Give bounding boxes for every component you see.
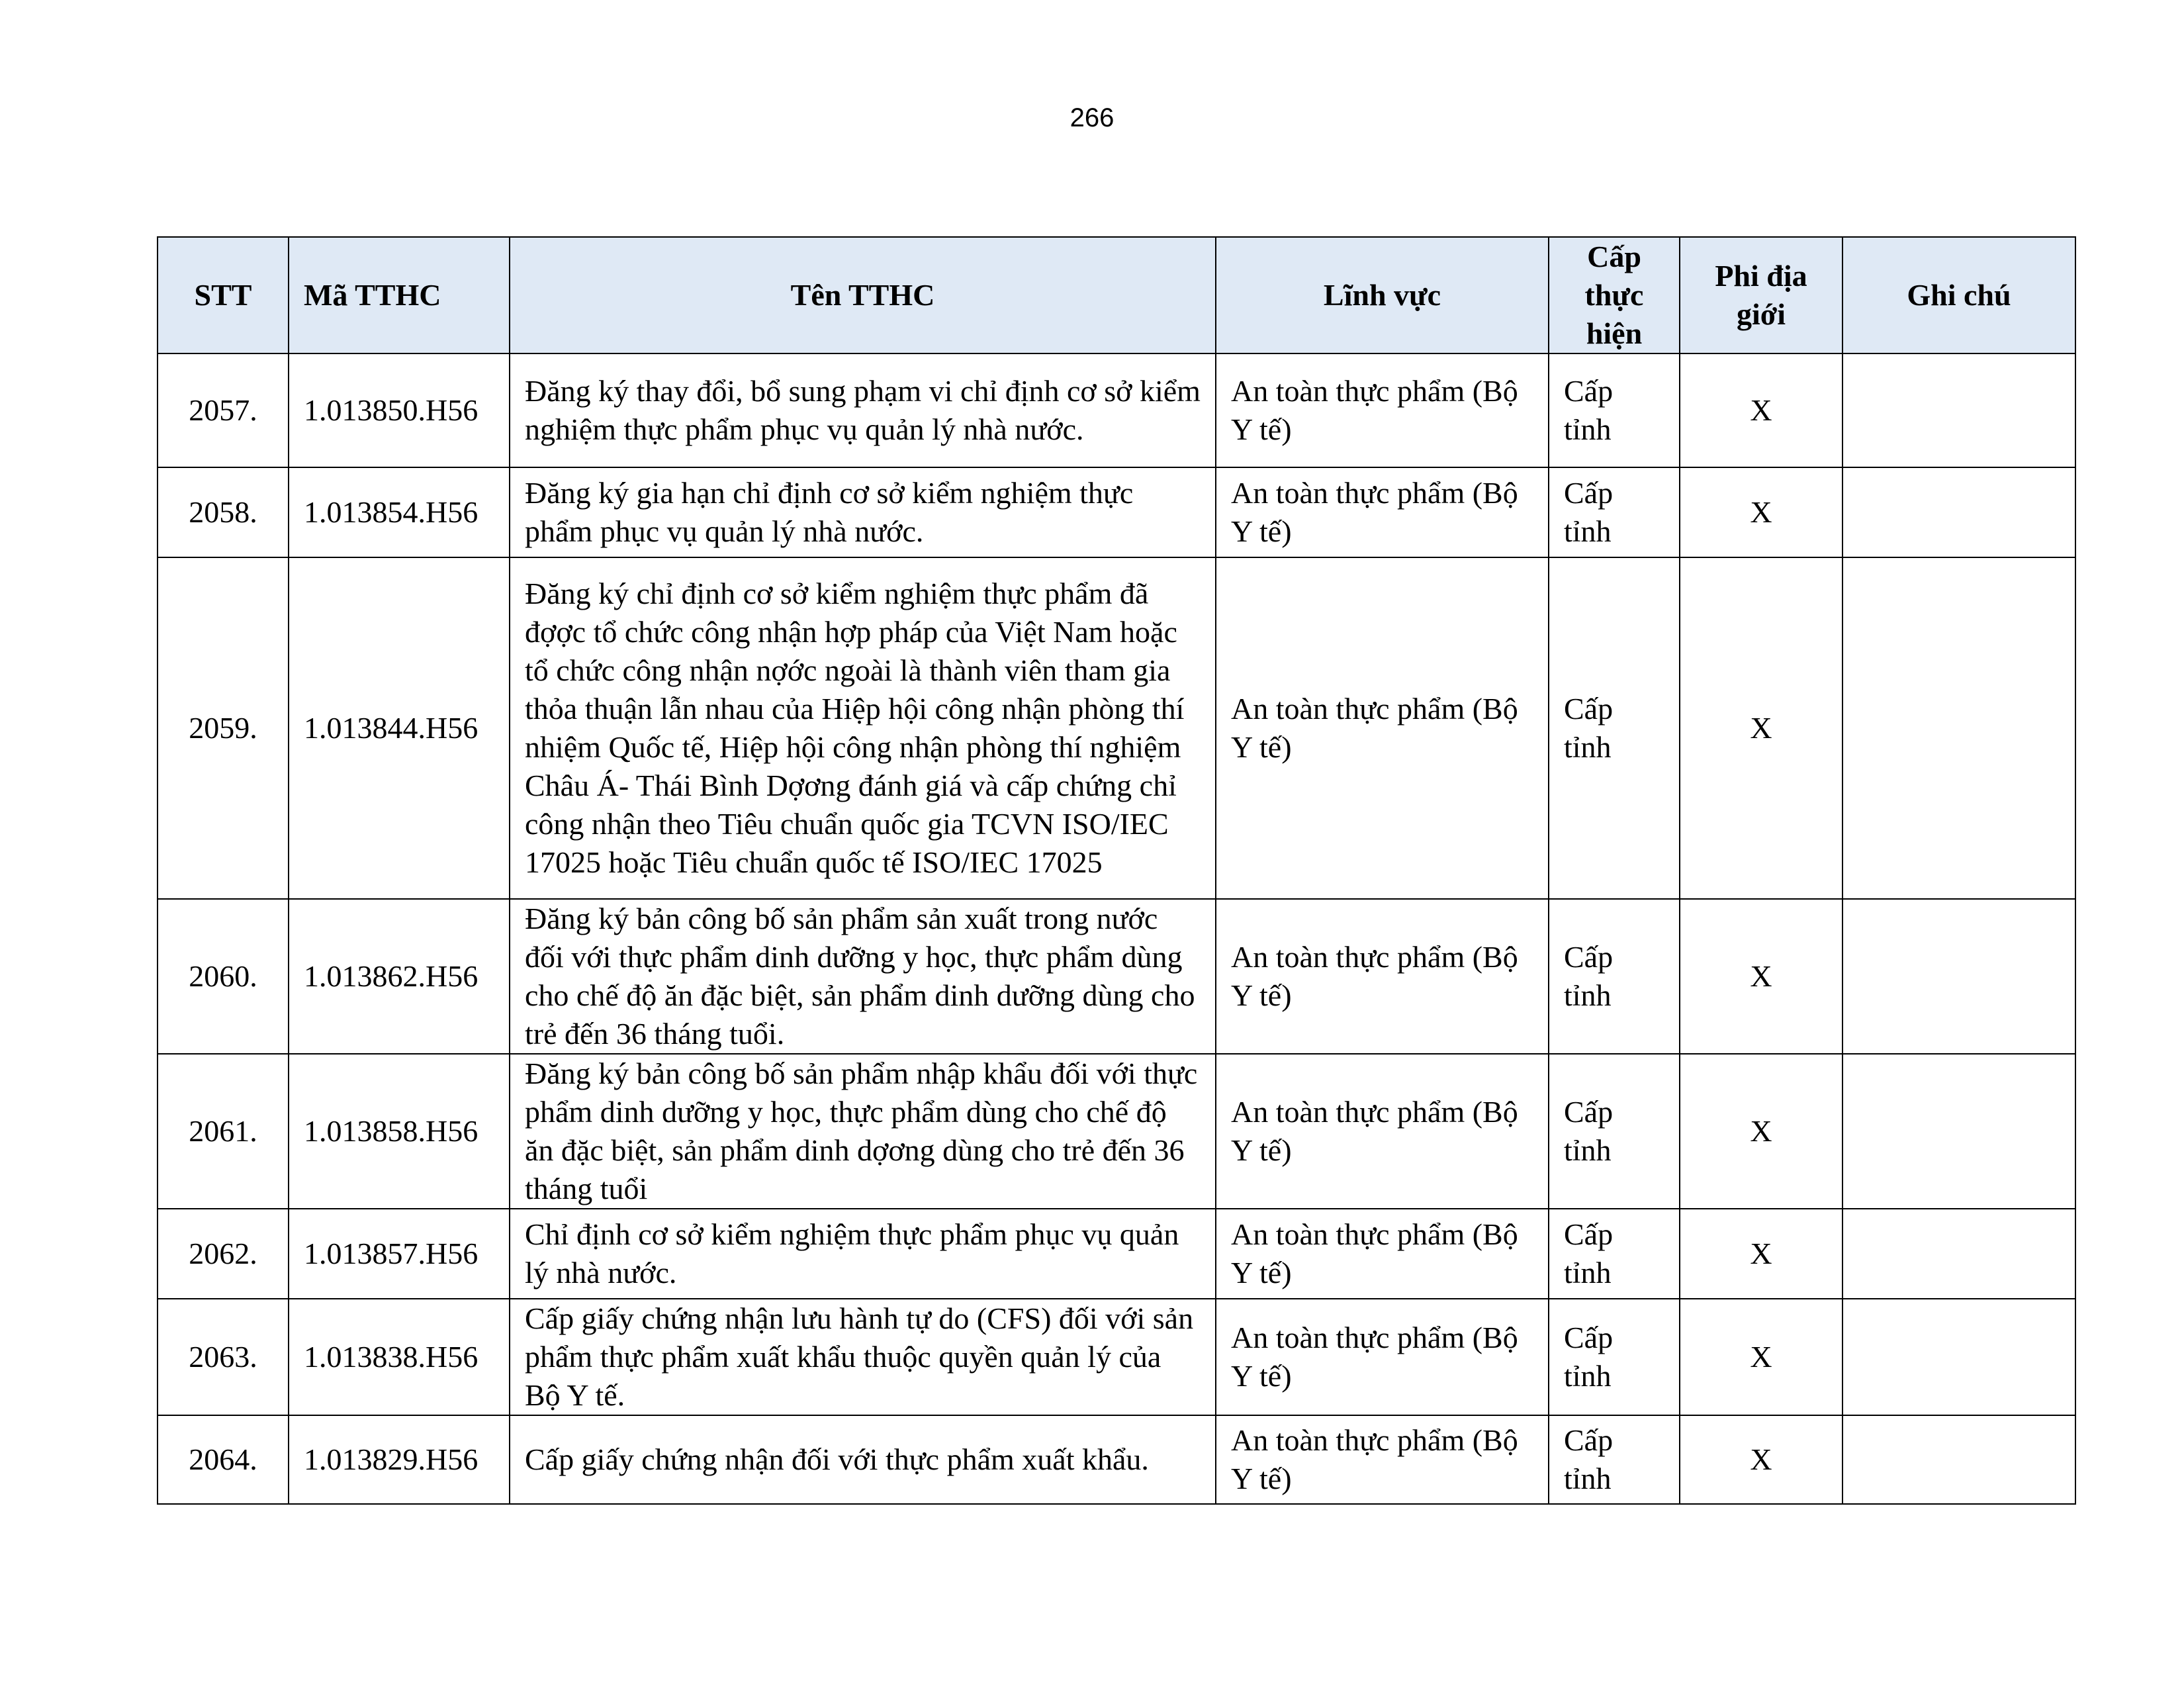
row-field: An toàn thực phẩm (Bộ Y tế) (1216, 1054, 1549, 1209)
row-non-boundary: X (1680, 1299, 1843, 1415)
table-row (158, 353, 2075, 467)
header-note: Ghi chú (1843, 237, 2075, 353)
row-non-boundary: X (1680, 1209, 1843, 1299)
table-row (158, 557, 2075, 899)
row-code: 1.013850.H56 (289, 353, 510, 467)
row-stt: 2062. (158, 1209, 289, 1299)
row-level: Cấp tỉnh (1549, 557, 1680, 899)
table-header-row (158, 237, 2075, 353)
row-non-boundary: X (1680, 1415, 1843, 1504)
table-row (158, 899, 2075, 1054)
row-code: 1.013844.H56 (289, 557, 510, 899)
row-field: An toàn thực phẩm (Bộ Y tế) (1216, 1299, 1549, 1415)
row-field: An toàn thực phẩm (Bộ Y tế) (1216, 353, 1549, 467)
row-code: 1.013862.H56 (289, 899, 510, 1054)
procedure-table (157, 236, 2076, 1505)
row-level: Cấp tỉnh (1549, 353, 1680, 467)
row-field: An toàn thực phẩm (Bộ Y tế) (1216, 1209, 1549, 1299)
row-note (1843, 557, 2075, 899)
row-stt: 2058. (158, 467, 289, 557)
row-stt: 2063. (158, 1299, 289, 1415)
row-code: 1.013857.H56 (289, 1209, 510, 1299)
header-code: Mã TTHC (289, 237, 510, 353)
row-stt: 2064. (158, 1415, 289, 1504)
row-name: Đăng ký bản công bố sản phẩm nhập khẩu đối với thực phẩm dinh dưỡng y học, thực phẩm dùng cho chế độ ăn đặc biệt, sản phẩm dinh dợơng dùng cho trẻ đến 36 tháng tuổi (510, 1054, 1216, 1209)
row-level: Cấp tỉnh (1549, 1054, 1680, 1209)
row-code: 1.013838.H56 (289, 1299, 510, 1415)
header-non-boundary: Phi địa giới (1680, 237, 1843, 353)
row-code: 1.013829.H56 (289, 1415, 510, 1504)
row-field: An toàn thực phẩm (Bộ Y tế) (1216, 557, 1549, 899)
row-stt: 2060. (158, 899, 289, 1054)
row-level: Cấp tỉnh (1549, 1415, 1680, 1504)
row-non-boundary: X (1680, 467, 1843, 557)
row-code: 1.013854.H56 (289, 467, 510, 557)
row-non-boundary: X (1680, 1054, 1843, 1209)
row-note (1843, 1209, 2075, 1299)
table-row (158, 1415, 2075, 1504)
header-name: Tên TTHC (510, 237, 1216, 353)
row-non-boundary: X (1680, 557, 1843, 899)
table-row (158, 1209, 2075, 1299)
row-name: Đăng ký bản công bố sản phẩm sản xuất trong nước đối với thực phẩm dinh dưỡng y học, thực phẩm dùng cho chế độ ăn đặc biệt, sản phẩm dinh dưỡng dùng cho trẻ đến 36 tháng tuổi. (510, 899, 1216, 1054)
row-note (1843, 899, 2075, 1054)
row-name: Đăng ký thay đổi, bổ sung phạm vi chỉ định cơ sở kiểm nghiệm thực phẩm phục vụ quản lý nhà nước. (510, 353, 1216, 467)
row-name: Chỉ định cơ sở kiểm nghiệm thực phẩm phục vụ quản lý nhà nước. (510, 1209, 1216, 1299)
header-level: Cấp thực hiện (1549, 237, 1680, 353)
row-stt: 2057. (158, 353, 289, 467)
page-number: 266 (1069, 103, 1115, 132)
row-field: An toàn thực phẩm (Bộ Y tế) (1216, 1415, 1549, 1504)
row-level: Cấp tỉnh (1549, 899, 1680, 1054)
row-note (1843, 1054, 2075, 1209)
row-stt: 2059. (158, 557, 289, 899)
row-name: Cấp giấy chứng nhận đối với thực phẩm xuất khẩu. (510, 1415, 1216, 1504)
row-field: An toàn thực phẩm (Bộ Y tế) (1216, 899, 1549, 1054)
row-note (1843, 1415, 2075, 1504)
row-stt: 2061. (158, 1054, 289, 1209)
header-stt: STT (158, 237, 289, 353)
row-name: Đăng ký chỉ định cơ sở kiểm nghiệm thực phẩm đã đợợc tổ chức công nhận hợp pháp của Việt Nam hoặc tổ chức công nhận nợớc ngoài là thành viên tham gia thỏa thuận lẫn nhau của Hiệp hội công nhận phòng thí nhiệm Quốc tế, Hiệp hội công nhận phòng thí nghiệm Châu Á- Thái Bình Dợơng đánh giá và cấp chứng chỉ công nhận theo Tiêu chuẩn quốc gia TCVN ISO/IEC 17025 hoặc Tiêu chuẩn quốc tế ISO/IEC 17025 (510, 557, 1216, 899)
row-level: Cấp tỉnh (1549, 467, 1680, 557)
row-level: Cấp tỉnh (1549, 1209, 1680, 1299)
table-row (158, 1299, 2075, 1415)
row-note (1843, 467, 2075, 557)
row-note (1843, 353, 2075, 467)
row-level: Cấp tỉnh (1549, 1299, 1680, 1415)
row-note (1843, 1299, 2075, 1415)
row-name: Cấp giấy chứng nhận lưu hành tự do (CFS) đối với sản phẩm thực phẩm xuất khẩu thuộc quyền quản lý của Bộ Y tế. (510, 1299, 1216, 1415)
row-code: 1.013858.H56 (289, 1054, 510, 1209)
table-row (158, 467, 2075, 557)
row-non-boundary: X (1680, 899, 1843, 1054)
header-field: Lĩnh vực (1216, 237, 1549, 353)
row-field: An toàn thực phẩm (Bộ Y tế) (1216, 467, 1549, 557)
table-row (158, 1054, 2075, 1209)
row-non-boundary: X (1680, 353, 1843, 467)
row-name: Đăng ký gia hạn chỉ định cơ sở kiểm nghiệm thực phẩm phục vụ quản lý nhà nước. (510, 467, 1216, 557)
